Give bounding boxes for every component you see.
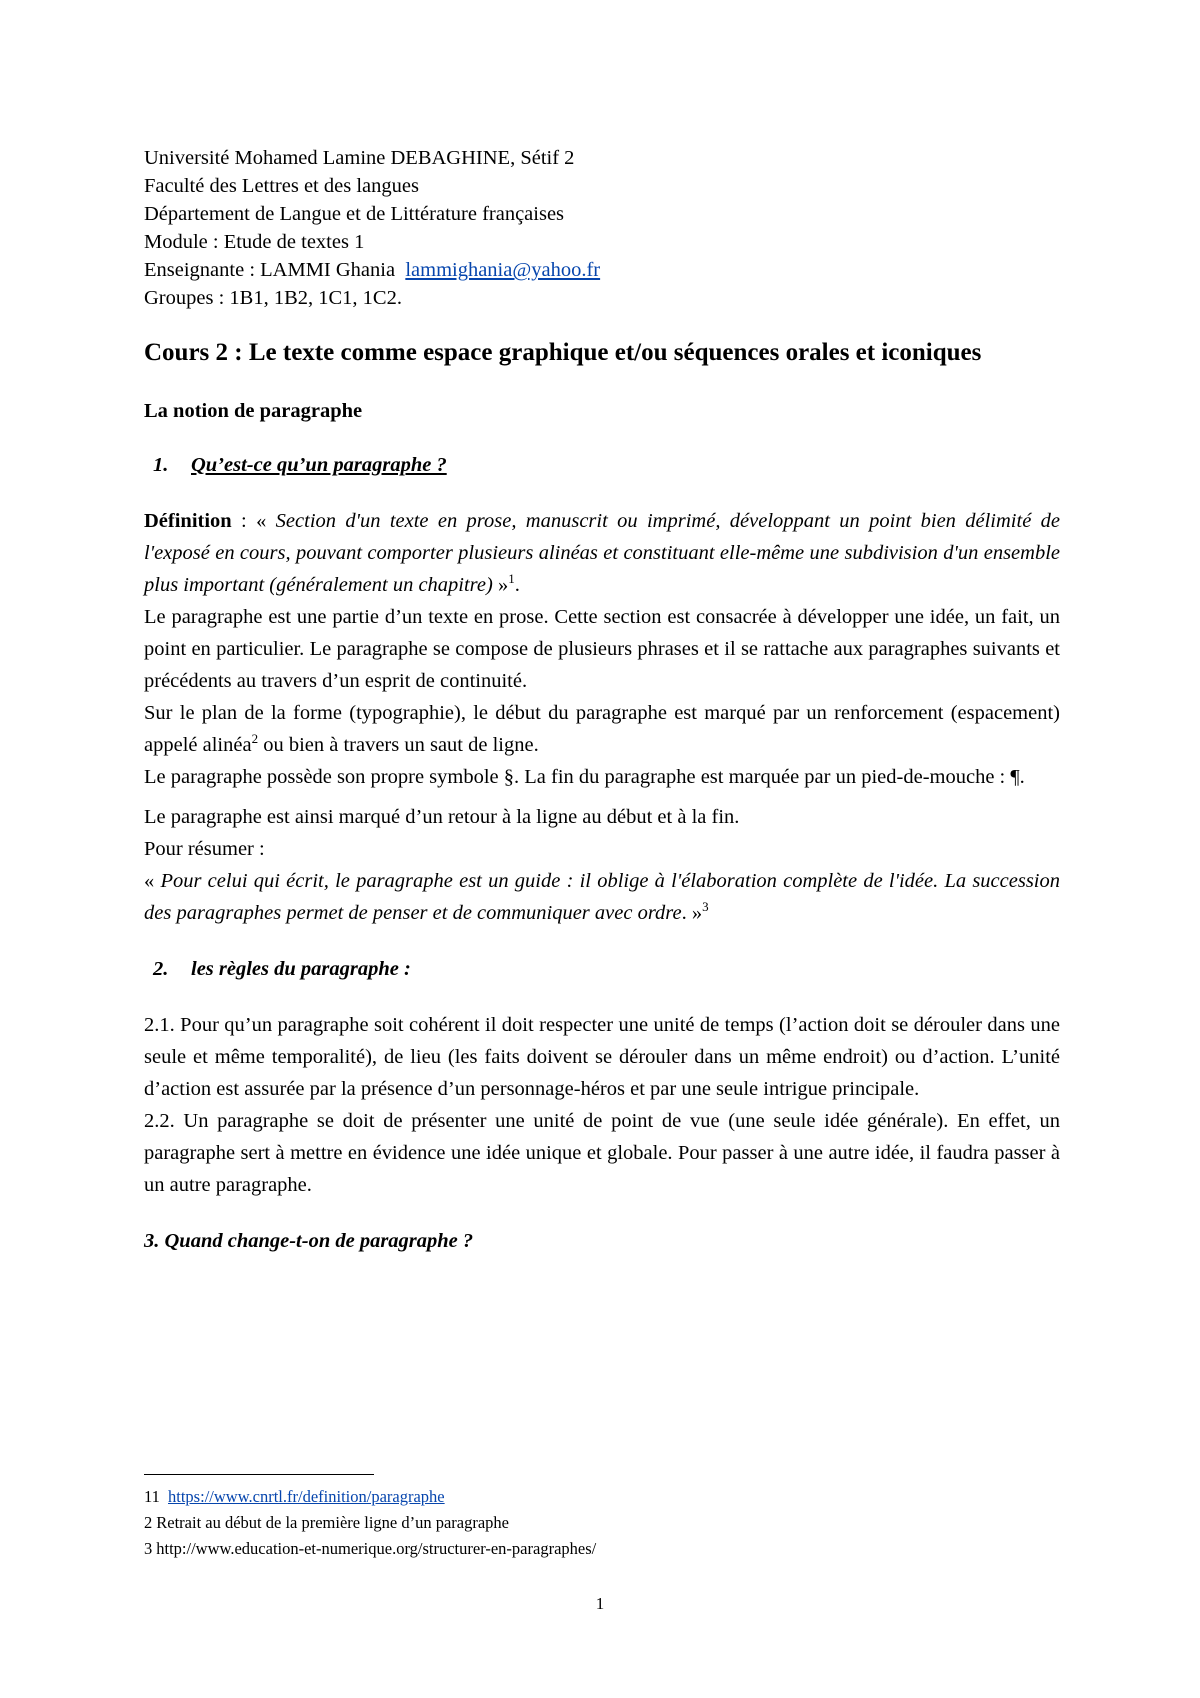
summary-close-quote: . »	[681, 902, 703, 924]
footnote-2-text: Retrait au début de la première ligne d’un paragraphe	[156, 1513, 510, 1532]
summary-label: Pour résumer :	[144, 838, 265, 860]
paragraph-1: Le paragraphe est une partie d’un texte en prose. Cette section est consacrée à développer une idée, un fait, un point en particulier. Le paragraphe se compose de plusieurs phrases et il se rattache aux paragraphes suivants et précédents au travers d’un esprit de continuité.	[144, 606, 1060, 692]
page-content	[144, 144, 1060, 1255]
definition-open-quote: : «	[231, 510, 276, 532]
header-groups: Groupes : 1B1, 1B2, 1C1, 1C2.	[144, 287, 402, 309]
definition-end: .	[514, 574, 520, 596]
definition-close-quote: »	[492, 574, 509, 596]
footnote-2	[144, 1510, 1060, 1536]
header-university: Université Mohamed Lamine DEBAGHINE, Sétif 2	[144, 147, 575, 169]
footnote-3	[144, 1536, 1060, 1562]
footnote-2-number: 2	[144, 1513, 153, 1532]
definition-paragraph	[144, 505, 1060, 601]
summary-quote-text: Pour celui qui écrit, le paragraphe est un guide : il oblige à l'élaboration complète de l'idée. La succession des paragraphes permet de penser et de communiquer avec ordre	[144, 870, 1060, 924]
footnote-ref-1[interactable]: 1	[508, 571, 515, 587]
paragraph-3: Le paragraphe possède son propre symbole §. La fin du paragraphe est marquée par un pied-de-mouche : ¶.	[144, 766, 1025, 788]
header-faculty: Faculté des Lettres et des langues	[144, 175, 419, 197]
footnote-1-number: 11	[144, 1487, 160, 1506]
paragraph-2	[144, 697, 1060, 761]
summary-open-quote: «	[144, 870, 161, 892]
page-number: 1	[595, 1594, 605, 1613]
section-1-title: Qu’est-ce qu’un paragraphe ?	[191, 454, 447, 476]
section-3-heading: 3. Quand change-t-on de paragraphe ?	[144, 1230, 474, 1252]
summary-quote	[144, 865, 1060, 929]
rule-2-paragraph: 2.2. Un paragraphe se doit de présenter une unité de point de vue (une seule idée générale). En effet, un paragraphe sert à mettre en évidence une idée unique et globale. Pour passer à une autre idée, il faudra passer à un autre paragraphe.	[144, 1110, 1060, 1196]
footnote-1-link[interactable]: https://www.cnrtl.fr/definition/paragraphe	[168, 1487, 445, 1506]
section-2-title: les règles du paragraphe :	[191, 958, 411, 980]
header-department: Département de Langue et de Littérature françaises	[144, 203, 565, 225]
footnote-3-text: http://www.education-et-numerique.org/structurer-en-paragraphes/	[156, 1539, 597, 1558]
section-1-heading	[144, 451, 1060, 479]
teacher-label: Enseignante : LAMMI Ghania	[144, 259, 396, 281]
section-2-heading	[144, 955, 1060, 983]
section-1-number: 1.	[153, 454, 169, 476]
section-2-number: 2.	[153, 958, 169, 980]
header-teacher	[144, 256, 1060, 284]
footnotes	[144, 1484, 1060, 1562]
header-module: Module : Etude de textes 1	[144, 231, 365, 253]
footnote-ref-2[interactable]: 2	[251, 731, 259, 747]
footnote-3-number: 3	[144, 1539, 153, 1558]
rule-1-paragraph: 2.1. Pour qu’un paragraphe soit cohérent il doit respecter une unité de temps (l’action doit se dérouler dans une seule et même temporalité), de lieu (les faits doivent se dérouler dans un même endroit) ou d’action. L’unité d’action est assurée par la présence d’un personnage-héros et par une seule intrigue principale.	[144, 1014, 1060, 1100]
course-title: Cours 2 : Le texte comme espace graphique et/ou séquences orales et iconiques	[144, 339, 982, 366]
definition-quote: Section d'un texte en prose, manuscrit ou imprimé, développant un point bien délimité de l'exposé en cours, pouvant comporter plusieurs alinéas et constituant elle-même une subdivision d'un ensemble plus important (généralement un chapitre)	[144, 510, 1060, 596]
document-header	[144, 144, 1060, 312]
footnote-ref-3[interactable]: 3	[702, 899, 709, 915]
teacher-email-link[interactable]: lammighania@yahoo.fr	[405, 259, 601, 281]
paragraph-4: Le paragraphe est ainsi marqué d’un retour à la ligne au début et à la fin.	[144, 806, 740, 828]
definition-label: Définition	[144, 510, 232, 532]
footnote-separator	[144, 1474, 374, 1475]
notion-heading: La notion de paragraphe	[144, 400, 363, 422]
paragraph-2-end: ou bien à travers un saut de ligne.	[258, 734, 539, 756]
footnote-1	[144, 1484, 1060, 1510]
paragraph-2-text: Sur le plan de la forme (typographie), le début du paragraphe est marqué par un renforcement (espacement) appelé alinéa	[144, 702, 1060, 756]
